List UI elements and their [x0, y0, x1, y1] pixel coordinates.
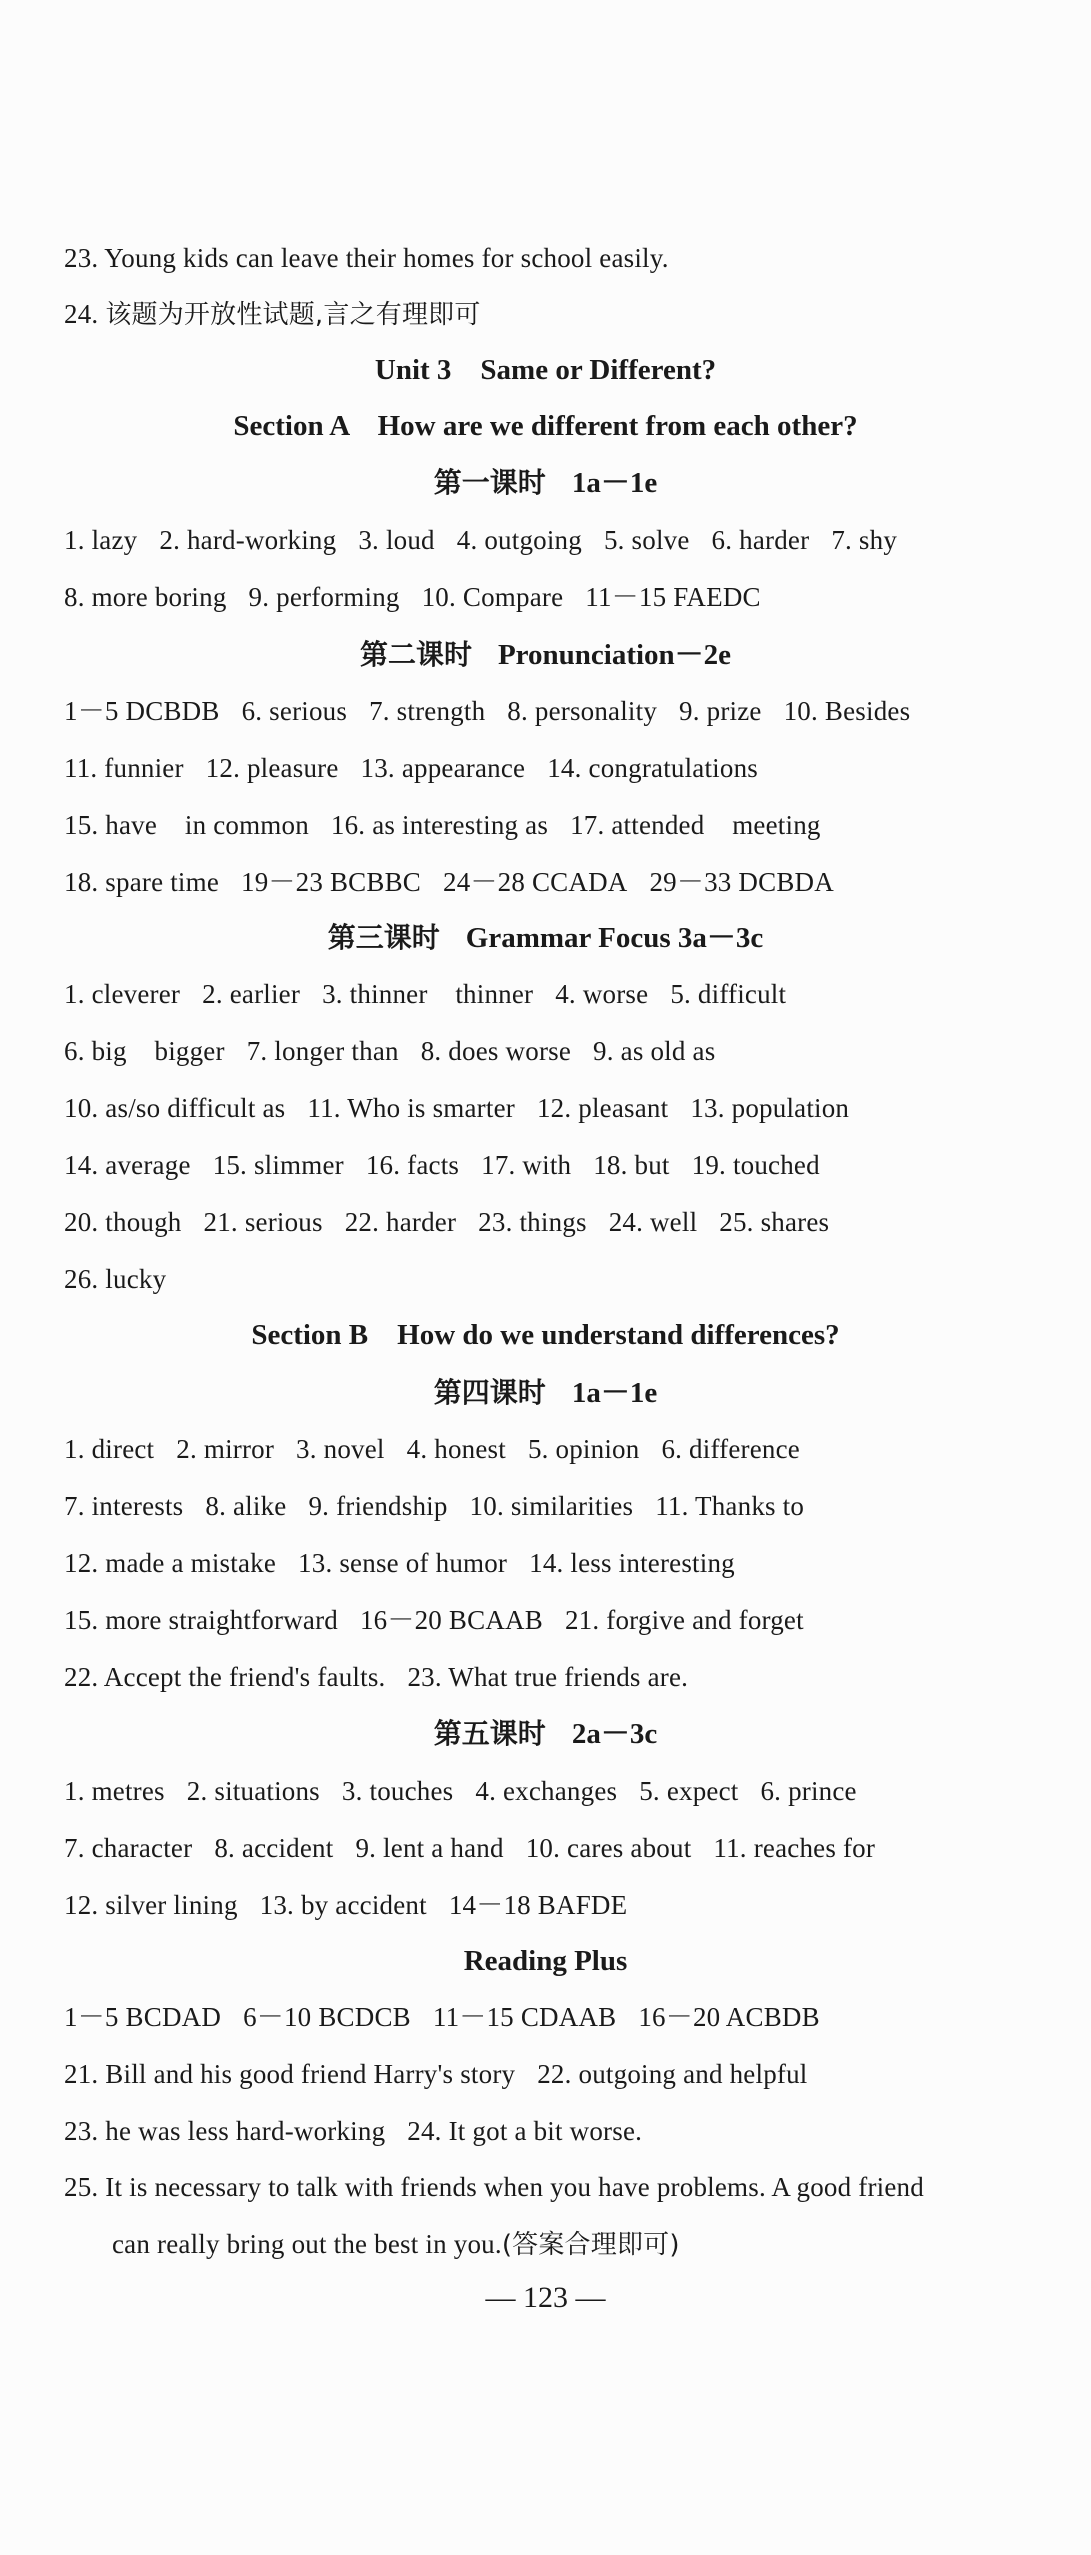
answer-item: 10. Compare: [421, 582, 564, 612]
answer-item: 5. expect: [639, 1776, 739, 1806]
answer-item: 3. touches: [341, 1776, 454, 1806]
answer-row: [64, 1600, 1067, 1640]
answer-item: 6. serious: [241, 696, 348, 726]
lesson-3-heading: [0, 918, 1091, 958]
answer-row: [64, 520, 1067, 560]
answer-item: 15. have in common: [64, 810, 309, 840]
answer-item: 16. facts: [365, 1150, 460, 1180]
unit-title-text: Unit 3 Same or Different?: [374, 354, 717, 386]
answer-item: 14. average: [64, 1150, 191, 1180]
answer-item: 8. more boring: [64, 582, 227, 612]
answer-item: 2. hard-working: [159, 525, 337, 555]
answer-item: 6－10 BCDCB: [243, 2002, 411, 2032]
answer-row: [64, 1429, 1067, 1469]
answer-item: 17. attended meeting: [570, 810, 821, 840]
answer-item: 17. with: [481, 1150, 572, 1180]
answer-item: 2. mirror: [176, 1434, 275, 1464]
answer-item: 18. spare time: [64, 867, 220, 897]
answer-item: 14－18 BAFDE: [448, 1890, 628, 1920]
answer-item: 6. prince: [760, 1776, 857, 1806]
answer-item: 1. lazy: [64, 525, 138, 555]
lesson-4-cn: 第四课时: [433, 1376, 546, 1409]
answer-row: [64, 1088, 1067, 1128]
answer-item: 18. but: [593, 1150, 670, 1180]
answer-row: [64, 748, 1067, 788]
answer-item: 22. outgoing and helpful: [537, 2059, 808, 2089]
reading-plus-title: Reading Plus: [463, 1945, 628, 1977]
answer-row: [64, 1771, 1067, 1811]
answer-item: 11. funnier: [64, 753, 184, 783]
answer-item: 14. congratulations: [547, 753, 758, 783]
answer-line-25a: 25. It is necessary to talk with friends when you have problems. A good friend: [64, 2172, 924, 2202]
answer-item: 5. opinion: [527, 1434, 640, 1464]
answer-item: 1－5 BCDAD: [64, 2002, 222, 2032]
answer-line-24-text: 该题为开放性试题,言之有理即可: [105, 300, 481, 330]
answer-item: 21. serious: [203, 1207, 323, 1237]
unit-title: [0, 350, 1091, 390]
answer-item: 22. harder: [344, 1207, 457, 1237]
answer-item: 4. exchanges: [475, 1776, 618, 1806]
lesson-2-en: Pronunciation－2e: [497, 639, 732, 671]
lesson-1-cn: 第一课时: [433, 466, 546, 499]
answer-item: 24. well: [608, 1207, 698, 1237]
answer-item: 7. shy: [831, 525, 898, 555]
section-b-title: [0, 1315, 1091, 1355]
lesson-2-cn: 第二课时: [359, 638, 472, 671]
answer-item: 5. solve: [603, 525, 690, 555]
answer-item: 23. he was less hard-working: [64, 2116, 386, 2146]
reading-plus-heading: [0, 1941, 1091, 1981]
answer-item: 24－28 CCADA: [443, 867, 628, 897]
lesson-4-heading: [0, 1373, 1091, 1413]
answer-item: 13. by accident: [259, 1890, 427, 1920]
answer-item: 14. less interesting: [529, 1548, 735, 1578]
answer-item: 15. more straightforward: [64, 1605, 338, 1635]
answer-row: [64, 1885, 1067, 1925]
answer-item: 7. strength: [369, 696, 486, 726]
answer-item: 11. Thanks to: [655, 1491, 805, 1521]
answer-item: 2. situations: [186, 1776, 320, 1806]
answer-item: 21. Bill and his good friend Harry's story: [64, 2059, 516, 2089]
answer-line-25b-cn: (答案合理即可): [501, 2230, 680, 2260]
answer-row: [64, 1997, 1067, 2037]
answer-row: [64, 1259, 1067, 1299]
answer-row: [64, 862, 1067, 902]
answer-item: 12. pleasant: [536, 1093, 669, 1123]
answer-row: [64, 1202, 1067, 1242]
lesson-3-cn: 第三课时: [327, 921, 440, 954]
answer-line-24-num: 24.: [64, 299, 99, 329]
answer-item: 19－23 BCBBC: [241, 867, 422, 897]
answer-item: 6. big bigger: [64, 1036, 225, 1066]
answer-item: 1. direct: [64, 1434, 155, 1464]
answer-item: 21. forgive and forget: [564, 1605, 804, 1635]
answer-item: 9. as old as: [593, 1036, 716, 1066]
answer-item: 10. cares about: [525, 1833, 692, 1863]
answer-line-23: 23. Young kids can leave their homes for school easily.: [64, 243, 669, 273]
answer-item: 6. harder: [711, 525, 810, 555]
answer-item: 13. appearance: [360, 753, 526, 783]
answer-row: [64, 2111, 1067, 2151]
answer-row: [64, 577, 1067, 617]
answer-item: 16. as interesting as: [330, 810, 549, 840]
page-number: — 123 —: [485, 2281, 606, 2314]
answer-item: 16－20 ACBDB: [638, 2002, 820, 2032]
lesson-5-cn: 第五课时: [433, 1717, 546, 1750]
section-b-title-text: Section B How do we understand differences?: [251, 1319, 840, 1351]
answer-row: [64, 1543, 1067, 1583]
answer-item: 15. slimmer: [212, 1150, 344, 1180]
answer-item: 9. prize: [679, 696, 762, 726]
answer-item: 29－33 DCBDA: [649, 867, 834, 897]
answer-row: [64, 1031, 1067, 1071]
answer-line-24: [64, 294, 1067, 335]
answer-item: 1. metres: [64, 1776, 165, 1806]
answer-row: [64, 1145, 1067, 1185]
answer-item: 2. earlier: [202, 979, 301, 1009]
answer-row: [64, 1828, 1067, 1868]
answer-item: 3. loud: [358, 525, 435, 555]
answer-row: [64, 1657, 1067, 1697]
answer-row: [64, 691, 1067, 731]
answer-item: 8. personality: [507, 696, 658, 726]
answer-item: 20. though: [64, 1207, 182, 1237]
lesson-5-en: 2a－3c: [571, 1718, 658, 1750]
answer-item: 12. pleasure: [205, 753, 339, 783]
lesson-4-en: 1a－1e: [571, 1377, 658, 1409]
answer-item: 10. Besides: [783, 696, 911, 726]
answer-item: 10. as/so difficult as: [64, 1093, 286, 1123]
answer-item: 11. Who is smarter: [307, 1093, 515, 1123]
answer-item: 5. difficult: [670, 979, 787, 1009]
answer-item: 12. silver lining: [64, 1890, 238, 1920]
answer-item: 4. worse: [555, 979, 649, 1009]
answer-item: 11－15 FAEDC: [585, 582, 761, 612]
answer-item: 24. It got a bit worse.: [407, 2116, 643, 2146]
answer-item: 23. things: [478, 1207, 587, 1237]
answer-item: 10. similarities: [469, 1491, 634, 1521]
answer-item: 16－20 BCAAB: [359, 1605, 543, 1635]
answer-item: 7. character: [64, 1833, 193, 1863]
answer-item: 23. What true friends are.: [407, 1662, 689, 1692]
answer-row: [64, 2054, 1067, 2094]
answer-row: [64, 805, 1067, 845]
answer-item: 13. sense of humor: [298, 1548, 508, 1578]
answer-line-25b-en: can really bring out the best in you.: [112, 2229, 502, 2259]
answer-line-25b: [112, 2224, 1067, 2265]
answer-item: 1. cleverer: [64, 979, 181, 1009]
answer-item: 8. does worse: [420, 1036, 572, 1066]
answer-item: 6. difference: [661, 1434, 800, 1464]
answer-item: 8. accident: [214, 1833, 334, 1863]
lesson-5-heading: [0, 1714, 1091, 1754]
section-a-title: [0, 406, 1091, 446]
lesson-3-en: Grammar Focus 3a－3c: [465, 922, 764, 954]
answer-item: 11. reaches for: [713, 1833, 876, 1863]
answer-item: 13. population: [690, 1093, 850, 1123]
answer-item: 4. honest: [406, 1434, 506, 1464]
answer-item: 7. interests: [64, 1491, 184, 1521]
answer-item: 19. touched: [691, 1150, 820, 1180]
answer-item: 9. performing: [248, 582, 400, 612]
lesson-1-heading: [0, 463, 1091, 503]
answer-item: 9. friendship: [308, 1491, 448, 1521]
answer-item: 3. novel: [296, 1434, 385, 1464]
answer-item: 3. thinner thinner: [322, 979, 534, 1009]
answer-item: 26. lucky: [64, 1264, 167, 1294]
answer-item: 12. made a mistake: [64, 1548, 277, 1578]
answer-item: 7. longer than: [246, 1036, 399, 1066]
answer-row: [64, 1486, 1067, 1526]
answer-item: 8. alike: [205, 1491, 287, 1521]
answer-item: 9. lent a hand: [355, 1833, 504, 1863]
answer-item: 22. Accept the friend's faults.: [64, 1662, 386, 1692]
answer-item: 11－15 CDAAB: [432, 2002, 617, 2032]
answer-item: 1－5 DCBDB: [64, 696, 220, 726]
lesson-1-en: 1a－1e: [571, 467, 658, 499]
answer-item: 25. shares: [719, 1207, 830, 1237]
answer-row: [64, 974, 1067, 1014]
answer-item: 4. outgoing: [456, 525, 582, 555]
lesson-2-heading: [0, 635, 1091, 675]
section-a-title-text: Section A How are we different from each other?: [233, 410, 858, 442]
